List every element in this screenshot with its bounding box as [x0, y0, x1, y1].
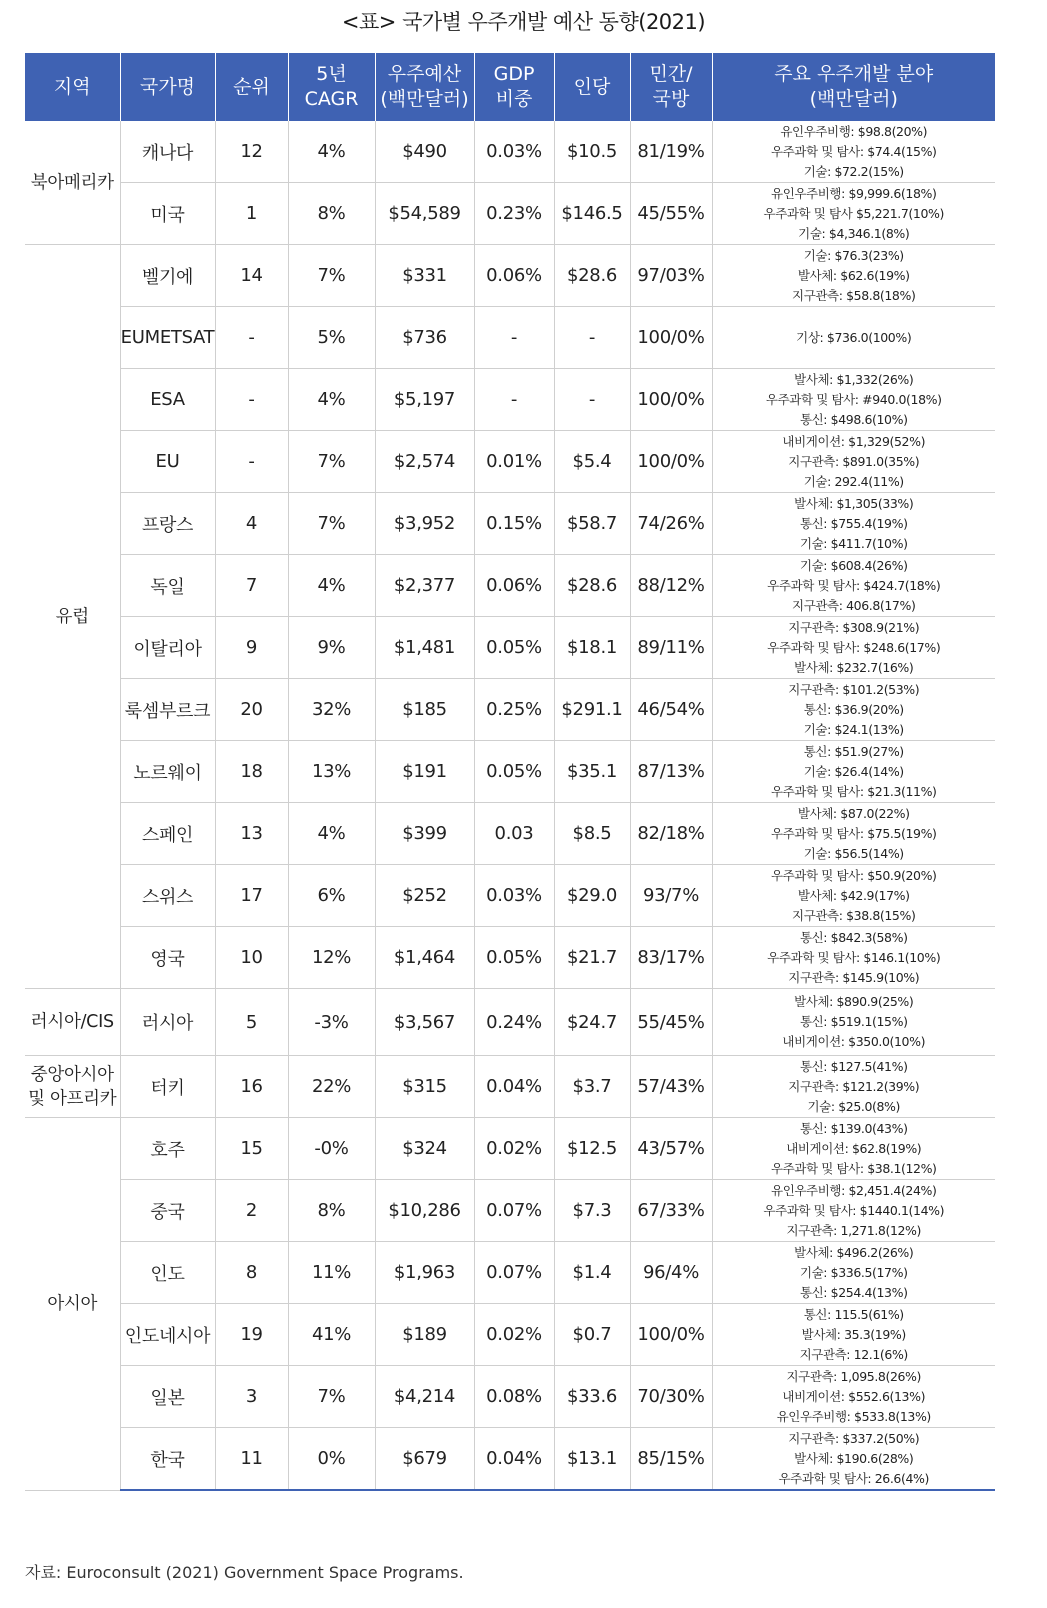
per-capita-cell: $58.7 — [554, 493, 630, 555]
civil-defense-cell: 74/26% — [630, 493, 712, 555]
country-name-cell: 영국 — [120, 927, 215, 989]
per-capita-cell: $21.7 — [554, 927, 630, 989]
cagr-cell: 12% — [288, 927, 375, 989]
per-capita-cell: $13.1 — [554, 1428, 630, 1491]
civil-defense-cell: 43/57% — [630, 1118, 712, 1180]
field-item: 발사체: $87.0(22%) — [797, 805, 910, 821]
country-name-cell: 캐나다 — [120, 121, 215, 183]
budget-cell: $1,481 — [375, 617, 474, 679]
per-capita-cell: $146.5 — [554, 183, 630, 245]
space-budget-table — [25, 53, 995, 1491]
table-row — [25, 183, 995, 245]
header-main-fields: 주요 우주개발 분야 (백만달러) — [712, 53, 995, 121]
field-item: 지구관측: 1,095.8(26%) — [786, 1368, 922, 1384]
civil-defense-cell: 46/54% — [630, 679, 712, 741]
region-cell: 북아메리카 — [25, 121, 120, 245]
field-item: 발사체: $890.9(25%) — [794, 994, 914, 1009]
gdp-share-cell: 0.07% — [474, 1242, 554, 1304]
table-row — [25, 679, 995, 741]
country-name-cell: 미국 — [120, 183, 215, 245]
field-item: 내비게이션: $350.0(10%) — [782, 1034, 926, 1049]
field-item: 발사체: $232.7(16%) — [794, 659, 914, 675]
field-item: 기술: $26.4(14%) — [803, 763, 904, 779]
table-row — [25, 307, 995, 369]
cagr-cell: 7% — [288, 431, 375, 493]
per-capita-cell: $3.7 — [554, 1056, 630, 1118]
cagr-cell: 6% — [288, 865, 375, 927]
field-item: 우주과학 및 탐사: $75.5(19%) — [770, 825, 937, 841]
main-fields-cell — [712, 1366, 995, 1428]
cagr-cell: -0% — [288, 1118, 375, 1180]
per-capita-cell: $291.1 — [554, 679, 630, 741]
country-name-cell: 한국 — [120, 1428, 215, 1491]
table-row — [25, 1242, 995, 1304]
country-name-cell: 이탈리아 — [120, 617, 215, 679]
field-item: 우주과학 및 탐사: $424.7(18%) — [767, 577, 941, 593]
field-item: 기상: $736.0(100%) — [796, 329, 912, 345]
gdp-share-cell: 0.02% — [474, 1118, 554, 1180]
country-name-cell: EU — [120, 431, 215, 493]
gdp-share-cell: - — [474, 369, 554, 431]
rank-cell: 15 — [215, 1118, 288, 1180]
country-name-cell: 룩셈부르크 — [120, 679, 215, 741]
gdp-share-cell: 0.01% — [474, 431, 554, 493]
table-row — [25, 989, 995, 1056]
rank-cell: 19 — [215, 1304, 288, 1366]
rank-cell: - — [215, 369, 288, 431]
cagr-cell: 13% — [288, 741, 375, 803]
country-name-cell: 일본 — [120, 1366, 215, 1428]
field-item: 기술: $608.4(26%) — [799, 557, 908, 573]
cagr-cell: 7% — [288, 493, 375, 555]
field-item: 지구관측: 1,271.8(12%) — [786, 1222, 922, 1238]
field-item: 지구관측: $337.2(50%) — [788, 1430, 920, 1446]
rank-cell: 11 — [215, 1428, 288, 1491]
cagr-cell: 32% — [288, 679, 375, 741]
per-capita-cell: $10.5 — [554, 121, 630, 183]
table-row — [25, 121, 995, 183]
table-row — [25, 431, 995, 493]
civil-defense-cell: 82/18% — [630, 803, 712, 865]
budget-cell: $315 — [375, 1056, 474, 1118]
field-item: 우주과학 및 탐사: $146.1(10%) — [767, 949, 941, 965]
field-item: 우주과학 및 탐사: $50.9(20%) — [770, 867, 937, 883]
rank-cell: 17 — [215, 865, 288, 927]
gdp-share-cell: 0.04% — [474, 1056, 554, 1118]
table-row — [25, 803, 995, 865]
per-capita-cell: - — [554, 307, 630, 369]
region-cell: 러시아/CIS — [25, 989, 120, 1056]
rank-cell: - — [215, 431, 288, 493]
main-fields-cell — [712, 1428, 995, 1491]
per-capita-cell: - — [554, 369, 630, 431]
field-item: 유인우주비행: $2,451.4(24%) — [771, 1182, 937, 1198]
per-capita-cell: $0.7 — [554, 1304, 630, 1366]
field-item: 기술: $25.0(8%) — [807, 1098, 900, 1114]
civil-defense-cell: 100/0% — [630, 307, 712, 369]
gdp-share-cell: 0.05% — [474, 927, 554, 989]
gdp-share-cell: 0.04% — [474, 1428, 554, 1491]
budget-cell: $1,963 — [375, 1242, 474, 1304]
header-budget: 우주예산 (백만달러) — [375, 53, 474, 121]
header-rank: 순위 — [215, 53, 288, 121]
main-fields-cell — [712, 369, 995, 431]
rank-cell: 9 — [215, 617, 288, 679]
header-row — [25, 53, 995, 121]
country-name-cell: 인도네시아 — [120, 1304, 215, 1366]
region-cell: 아시아 — [25, 1118, 120, 1491]
field-item: 발사체: $62.6(19%) — [797, 267, 910, 283]
field-item: 지구관측: 406.8(17%) — [792, 597, 916, 613]
country-name-cell: 프랑스 — [120, 493, 215, 555]
main-fields-cell — [712, 679, 995, 741]
header-civil-defense: 민간/ 국방 — [630, 53, 712, 121]
table-row — [25, 1366, 995, 1428]
field-item: 지구관측: 12.1(6%) — [799, 1346, 908, 1362]
country-name-cell: 러시아 — [120, 989, 215, 1056]
region-cell: 중앙아시아 및 아프리카 — [25, 1056, 120, 1118]
field-item: 기술: $336.5(17%) — [799, 1264, 908, 1280]
budget-cell: $736 — [375, 307, 474, 369]
country-name-cell: 독일 — [120, 555, 215, 617]
cagr-cell: 5% — [288, 307, 375, 369]
main-fields-cell — [712, 555, 995, 617]
field-item: 기술: 292.4(11%) — [803, 473, 904, 489]
per-capita-cell: $28.6 — [554, 245, 630, 307]
header-gdp-share: GDP 비중 — [474, 53, 554, 121]
budget-cell: $252 — [375, 865, 474, 927]
cagr-cell: 7% — [288, 245, 375, 307]
gdp-share-cell: 0.02% — [474, 1304, 554, 1366]
field-item: 내비게이션: $1,329(52%) — [782, 433, 926, 449]
cagr-cell: -3% — [288, 989, 375, 1056]
cagr-cell: 41% — [288, 1304, 375, 1366]
gdp-share-cell: 0.06% — [474, 245, 554, 307]
budget-cell: $324 — [375, 1118, 474, 1180]
field-item: 발사체: 35.3(19%) — [801, 1326, 906, 1342]
country-name-cell: ESA — [120, 369, 215, 431]
field-item: 기술: $72.2(15%) — [803, 163, 904, 179]
table-row — [25, 927, 995, 989]
field-item: 우주과학 및 탐사: $38.1(12%) — [770, 1160, 937, 1176]
budget-cell: $191 — [375, 741, 474, 803]
field-item: 지구관측: $38.8(15%) — [792, 907, 916, 923]
civil-defense-cell: 67/33% — [630, 1180, 712, 1242]
civil-defense-cell: 97/03% — [630, 245, 712, 307]
budget-cell: $3,952 — [375, 493, 474, 555]
gdp-share-cell: 0.03% — [474, 865, 554, 927]
main-fields-cell — [712, 1304, 995, 1366]
table-row — [25, 1428, 995, 1491]
per-capita-cell: $1.4 — [554, 1242, 630, 1304]
per-capita-cell: $24.7 — [554, 989, 630, 1056]
main-fields-cell — [712, 927, 995, 989]
civil-defense-cell: 45/55% — [630, 183, 712, 245]
budget-cell: $331 — [375, 245, 474, 307]
budget-cell: $4,214 — [375, 1366, 474, 1428]
field-item: 발사체: $1,332(26%) — [794, 371, 914, 387]
header-country: 국가명 — [120, 53, 215, 121]
civil-defense-cell: 70/30% — [630, 1366, 712, 1428]
gdp-share-cell: - — [474, 307, 554, 369]
main-fields-cell — [712, 493, 995, 555]
field-item: 발사체: $190.6(28%) — [794, 1450, 914, 1466]
budget-cell: $5,197 — [375, 369, 474, 431]
gdp-share-cell: 0.03% — [474, 121, 554, 183]
main-fields-cell — [712, 121, 995, 183]
field-item: 우주과학 및 탐사: $1440.1(14%) — [763, 1202, 945, 1218]
table-row — [25, 1304, 995, 1366]
civil-defense-cell: 89/11% — [630, 617, 712, 679]
gdp-share-cell: 0.24% — [474, 989, 554, 1056]
field-item: 발사체: $1,305(33%) — [794, 495, 914, 511]
cagr-cell: 11% — [288, 1242, 375, 1304]
field-item: 기술: $4,346.1(8%) — [798, 225, 910, 241]
field-item: 통신: $519.1(15%) — [799, 1014, 908, 1029]
cagr-cell: 4% — [288, 369, 375, 431]
field-item: 우주과학 및 탐사: $74.4(15%) — [770, 143, 937, 159]
field-item: 기술: $411.7(10%) — [799, 535, 908, 551]
country-name-cell: 터키 — [120, 1056, 215, 1118]
table-row — [25, 245, 995, 307]
main-fields-cell — [712, 307, 995, 369]
table-row — [25, 865, 995, 927]
table-row — [25, 1118, 995, 1180]
table-row — [25, 1056, 995, 1118]
rank-cell: 5 — [215, 989, 288, 1056]
civil-defense-cell: 87/13% — [630, 741, 712, 803]
field-item: 통신: $842.3(58%) — [799, 929, 908, 945]
header-per-capita: 인당 — [554, 53, 630, 121]
gdp-share-cell: 0.23% — [474, 183, 554, 245]
field-item: 지구관측: $101.2(53%) — [788, 681, 920, 697]
cagr-cell: 22% — [288, 1056, 375, 1118]
field-item: 통신: $36.9(20%) — [803, 701, 904, 717]
main-fields-cell — [712, 245, 995, 307]
country-name-cell: EUMETSAT — [120, 307, 215, 369]
civil-defense-cell: 100/0% — [630, 431, 712, 493]
table-body — [25, 121, 995, 1490]
gdp-share-cell: 0.06% — [474, 555, 554, 617]
per-capita-cell: $5.4 — [554, 431, 630, 493]
per-capita-cell: $7.3 — [554, 1180, 630, 1242]
main-fields-cell — [712, 865, 995, 927]
cagr-cell: 4% — [288, 555, 375, 617]
field-item: 기술: $24.1(13%) — [803, 721, 904, 737]
country-name-cell: 스위스 — [120, 865, 215, 927]
field-item: 지구관측: $121.2(39%) — [788, 1078, 920, 1094]
rank-cell: 16 — [215, 1056, 288, 1118]
main-fields-cell — [712, 1118, 995, 1180]
budget-cell: $10,286 — [375, 1180, 474, 1242]
table-row — [25, 741, 995, 803]
budget-cell: $2,574 — [375, 431, 474, 493]
rank-cell: 18 — [215, 741, 288, 803]
table-row — [25, 555, 995, 617]
budget-cell: $3,567 — [375, 989, 474, 1056]
cagr-cell: 4% — [288, 121, 375, 183]
gdp-share-cell: 0.15% — [474, 493, 554, 555]
cagr-cell: 8% — [288, 183, 375, 245]
field-item: 지구관측: $308.9(21%) — [788, 619, 920, 635]
civil-defense-cell: 85/15% — [630, 1428, 712, 1491]
gdp-share-cell: 0.07% — [474, 1180, 554, 1242]
civil-defense-cell: 81/19% — [630, 121, 712, 183]
per-capita-cell: $8.5 — [554, 803, 630, 865]
field-item: 우주과학 및 탐사: 26.6(4%) — [778, 1470, 929, 1486]
field-item: 유인우주비행: $98.8(20%) — [780, 123, 928, 139]
rank-cell: 12 — [215, 121, 288, 183]
country-name-cell: 호주 — [120, 1118, 215, 1180]
per-capita-cell: $35.1 — [554, 741, 630, 803]
field-item: 우주과학 및 탐사: #940.0(18%) — [765, 391, 942, 407]
rank-cell: 2 — [215, 1180, 288, 1242]
budget-cell: $399 — [375, 803, 474, 865]
civil-defense-cell: 83/17% — [630, 927, 712, 989]
field-item: 통신: $51.9(27%) — [803, 743, 904, 759]
rank-cell: 8 — [215, 1242, 288, 1304]
gdp-share-cell: 0.25% — [474, 679, 554, 741]
budget-cell: $679 — [375, 1428, 474, 1491]
cagr-cell: 0% — [288, 1428, 375, 1491]
table-row — [25, 493, 995, 555]
civil-defense-cell: 93/7% — [630, 865, 712, 927]
gdp-share-cell: 0.05% — [474, 741, 554, 803]
civil-defense-cell: 55/45% — [630, 989, 712, 1056]
rank-cell: 4 — [215, 493, 288, 555]
civil-defense-cell: 88/12% — [630, 555, 712, 617]
rank-cell: 3 — [215, 1366, 288, 1428]
field-item: 지구관측: $145.9(10%) — [788, 969, 920, 985]
cagr-cell: 4% — [288, 803, 375, 865]
region-cell: 유럽 — [25, 245, 120, 989]
field-item: 통신: $127.5(41%) — [799, 1058, 908, 1074]
budget-cell: $185 — [375, 679, 474, 741]
field-item: 통신: $755.4(19%) — [799, 515, 908, 531]
cagr-cell: 7% — [288, 1366, 375, 1428]
gdp-share-cell: 0.05% — [474, 617, 554, 679]
field-item: 발사체: $496.2(26%) — [794, 1244, 914, 1260]
per-capita-cell: $12.5 — [554, 1118, 630, 1180]
budget-cell: $490 — [375, 121, 474, 183]
main-fields-cell — [712, 1180, 995, 1242]
civil-defense-cell: 57/43% — [630, 1056, 712, 1118]
country-name-cell: 벨기에 — [120, 245, 215, 307]
field-item: 유인우주비행: $533.8(13%) — [776, 1408, 931, 1424]
table-row — [25, 369, 995, 431]
field-item: 지구관측: $58.8(18%) — [792, 287, 916, 303]
budget-cell: $54,589 — [375, 183, 474, 245]
rank-cell: 1 — [215, 183, 288, 245]
main-fields-cell — [712, 183, 995, 245]
civil-defense-cell: 96/4% — [630, 1242, 712, 1304]
field-item: 내비게이션: $62.8(19%) — [786, 1140, 922, 1156]
field-item: 내비게이션: $552.6(13%) — [782, 1388, 926, 1404]
rank-cell: 20 — [215, 679, 288, 741]
per-capita-cell: $29.0 — [554, 865, 630, 927]
field-item: 우주과학 및 탐사: $21.3(11%) — [770, 783, 937, 799]
field-item: 통신: $498.6(10%) — [799, 411, 908, 427]
country-name-cell: 노르웨이 — [120, 741, 215, 803]
main-fields-cell — [712, 1056, 995, 1118]
cagr-cell: 9% — [288, 617, 375, 679]
country-name-cell: 중국 — [120, 1180, 215, 1242]
gdp-share-cell: 0.03 — [474, 803, 554, 865]
field-item: 지구관측: $891.0(35%) — [788, 453, 920, 469]
field-item: 통신: $139.0(43%) — [799, 1120, 908, 1136]
budget-cell: $2,377 — [375, 555, 474, 617]
main-fields-cell — [712, 741, 995, 803]
field-item: 기술: $76.3(23%) — [803, 247, 904, 263]
header-region: 지역 — [25, 53, 120, 121]
table-row — [25, 1180, 995, 1242]
per-capita-cell: $28.6 — [554, 555, 630, 617]
main-fields-cell — [712, 431, 995, 493]
main-fields-cell — [712, 803, 995, 865]
main-fields-cell — [712, 617, 995, 679]
source-note: 자료: Euroconsult (2021) Government Space Programs. — [25, 1563, 464, 1582]
field-item: 통신: $254.4(13%) — [799, 1284, 908, 1300]
rank-cell: 10 — [215, 927, 288, 989]
budget-cell: $1,464 — [375, 927, 474, 989]
main-fields-cell — [712, 1242, 995, 1304]
civil-defense-cell: 100/0% — [630, 1304, 712, 1366]
field-item: 우주과학 및 탐사: $248.6(17%) — [767, 639, 941, 655]
cagr-cell: 8% — [288, 1180, 375, 1242]
rank-cell: 14 — [215, 245, 288, 307]
table-row — [25, 617, 995, 679]
field-item: 통신: 115.5(61%) — [803, 1306, 904, 1322]
per-capita-cell: $33.6 — [554, 1366, 630, 1428]
field-item: 유인우주비행: $9,999.6(18%) — [771, 185, 937, 201]
field-item: 기술: $56.5(14%) — [803, 845, 904, 861]
gdp-share-cell: 0.08% — [474, 1366, 554, 1428]
budget-cell: $189 — [375, 1304, 474, 1366]
rank-cell: 7 — [215, 555, 288, 617]
rank-cell: - — [215, 307, 288, 369]
table-title: <표> 국가별 우주개발 예산 동향(2021) — [341, 10, 706, 34]
header-cagr: 5년 CAGR — [288, 53, 375, 121]
rank-cell: 13 — [215, 803, 288, 865]
country-name-cell: 인도 — [120, 1242, 215, 1304]
civil-defense-cell: 100/0% — [630, 369, 712, 431]
per-capita-cell: $18.1 — [554, 617, 630, 679]
main-fields-cell — [712, 989, 995, 1056]
country-name-cell: 스페인 — [120, 803, 215, 865]
field-item: 발사체: $42.9(17%) — [797, 887, 910, 903]
field-item: 우주과학 및 탐사 $5,221.7(10%) — [763, 205, 944, 221]
